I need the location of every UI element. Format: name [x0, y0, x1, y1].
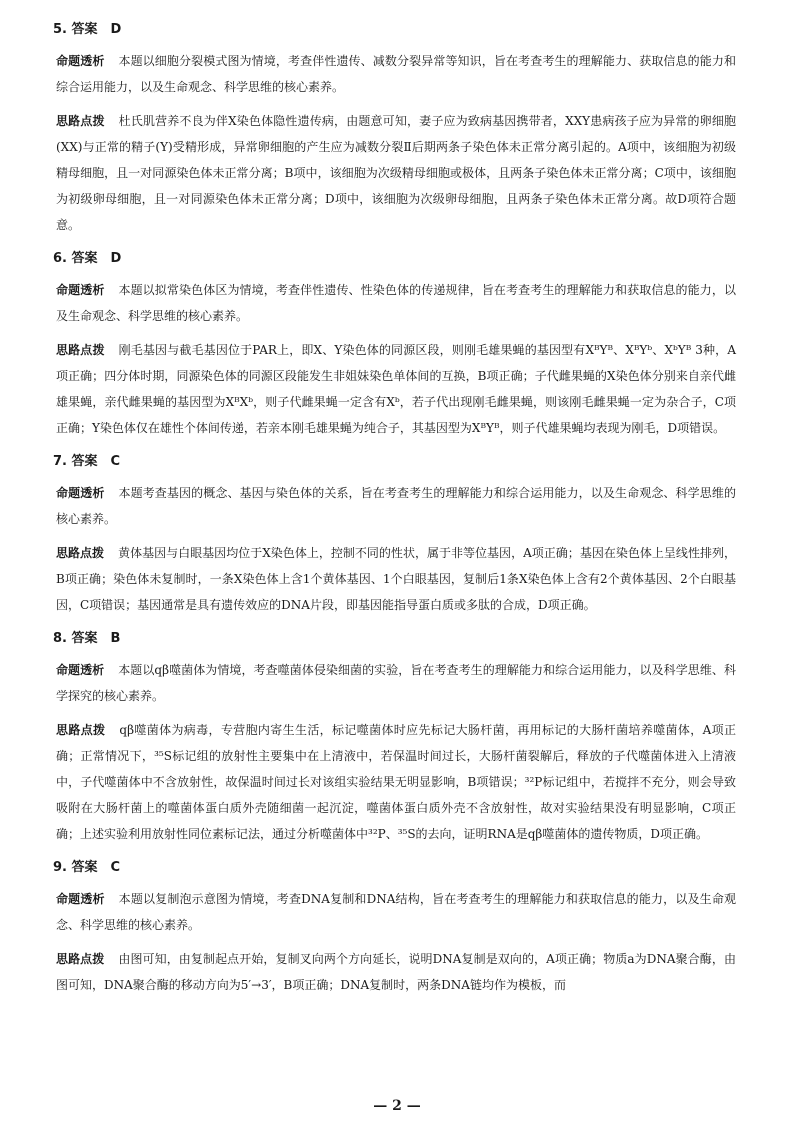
hint-paragraph — [56, 717, 736, 847]
answer-item-5 — [53, 18, 736, 238]
hint-label: 思路点拨 — [56, 546, 105, 560]
analysis-paragraph — [56, 48, 736, 100]
answer-heading: 7. 答案 C — [53, 454, 121, 469]
analysis-text: 本题以qβ噬菌体为情境，考查噬菌体侵染细菌的实验，旨在考查考生的理解能力和综合运用能力，以及科学思维、科学探究的核心素养。 — [56, 663, 736, 703]
analysis-paragraph — [56, 480, 736, 532]
analysis-text: 本题以复制泡示意图为情境，考查DNA复制和DNA结构，旨在考查考生的理解能力和获取信息的能力，以及生命观念、科学思维的核心素养。 — [56, 892, 736, 932]
hint-label: 思路点拨 — [56, 723, 106, 737]
hint-text: 刚毛基因与截毛基因位于PAR上，即X、Y染色体的同源区段，则刚毛雄果蝇的基因型有XᴮYᴮ、XᴮYᵇ、XᵇYᴮ 3种，A项正确；四分体时期，同源染色体的同源区段能发生非姐妹染色单体间的互换，B项正确；子代雌果蝇的X染色体分别来自亲代雌雄果蝇，亲代雌果蝇的基因型为XᴮXᵇ，则子代雌果蝇一定含有Xᵇ，若子代出现刚毛雌果蝇，则该刚毛雌果蝇一定为杂合子，C项正确；Y染色体仅在雄性个体间传递，若亲本刚毛雄果蝇为纯合子，其基因型为XᴮYᴮ，则子代雄果蝇均表现为刚毛，D项错误。 — [56, 343, 736, 435]
answer-page — [53, 18, 736, 1007]
answer-heading: 6. 答案 D — [53, 251, 122, 266]
hint-text: 黄体基因与白眼基因均位于X染色体上，控制不同的性状，属于非等位基因，A项正确；基因在染色体上呈线性排列，B项正确；染色体未复制时，一条X染色体上含1个黄体基因、1个白眼基因，复制后1条X染色体上含有2个黄体基因、2个白眼基因，C项错误；基因通常是具有遗传效应的DNA片段，即基因能指导蛋白质或多肽的合成，D项正确。 — [56, 546, 736, 612]
analysis-text: 本题以细胞分裂模式图为情境，考查伴性遗传、减数分裂异常等知识，旨在考查考生的理解能力、获取信息的能力和综合运用能力，以及生命观念、科学思维的核心素养。 — [56, 54, 736, 94]
analysis-label: 命题透析 — [56, 486, 105, 500]
analysis-label: 命题透析 — [56, 54, 105, 68]
answer-item-9 — [53, 856, 736, 998]
answer-heading: 9. 答案 C — [53, 860, 121, 875]
hint-label: 思路点拨 — [56, 343, 105, 357]
hint-label: 思路点拨 — [56, 114, 105, 128]
analysis-paragraph — [56, 886, 736, 938]
hint-label: 思路点拨 — [56, 952, 105, 966]
hint-text: qβ噬菌体为病毒，专营胞内寄生生活，标记噬菌体时应先标记大肠杆菌，再用标记的大肠杆菌培养噬菌体，A项正确；正常情况下，³⁵S标记组的放射性主要集中在上清液中，若保温时间过长，大肠杆菌裂解后，释放的子代噬菌体进入上清液中，子代噬菌体中不含放射性，故保温时间过长对该组实验结果无明显影响，B项错误；³²P标记组中，若搅拌不充分，则会导致吸附在大肠杆菌上的噬菌体蛋白质外壳随细菌一起沉淀，噬菌体蛋白质外壳不含放射性，故对实验结果没有明显影响，C项正确；上述实验利用放射性同位素标记法，通过分析噬菌体中³²P、³⁵S的去向，证明RNA是qβ噬菌体的遗传物质，D项正确。 — [56, 723, 736, 841]
answer-heading: 8. 答案 B — [53, 631, 121, 646]
answer-heading: 5. 答案 D — [53, 22, 122, 37]
analysis-paragraph — [56, 277, 736, 329]
analysis-label: 命题透析 — [56, 892, 105, 906]
hint-paragraph — [56, 337, 736, 441]
answer-item-7 — [53, 450, 736, 618]
hint-text: 由图可知，由复制起点开始，复制叉向两个方向延长，说明DNA复制是双向的，A项正确；物质a为DNA聚合酶，由图可知，DNA聚合酶的移动方向为5′→3′，B项正确；DNA复制时，两条DNA链均作为模板，而 — [56, 952, 736, 992]
hint-paragraph — [56, 108, 736, 238]
answer-item-8 — [53, 627, 736, 847]
analysis-text: 本题考查基因的概念、基因与染色体的关系，旨在考查考生的理解能力和综合运用能力，以及生命观念、科学思维的核心素养。 — [56, 486, 736, 526]
analysis-label: 命题透析 — [56, 283, 105, 297]
analysis-label: 命题透析 — [56, 663, 105, 677]
page-number: — 2 — — [373, 1098, 421, 1114]
analysis-text: 本题以拟常染色体区为情境，考查伴性遗传、性染色体的传递规律，旨在考查考生的理解能力和获取信息的能力，以及生命观念、科学思维的核心素养。 — [56, 283, 736, 323]
analysis-paragraph — [56, 657, 736, 709]
answer-item-6 — [53, 247, 736, 441]
hint-paragraph — [56, 540, 736, 618]
hint-paragraph — [56, 946, 736, 998]
hint-text: 杜氏肌营养不良为伴X染色体隐性遗传病，由题意可知，妻子应为致病基因携带者，XXY患病孩子应为异常的卵细胞(XX)与正常的精子(Y)受精形成，异常卵细胞的产生应为减数分裂Ⅱ后期两条子染色体未正常分离引起的。A项中，该细胞为初级精母细胞，且一对同源染色体未正常分离；B项中，该细胞为次级精母细胞或极体，且两条子染色体未正常分离；C项中，该细胞为初级卵母细胞，且一对同源染色体未正常分离；D项中，该细胞为次级卵母细胞，且两条子染色体未正常分离。故D项符合题意。 — [56, 114, 736, 232]
